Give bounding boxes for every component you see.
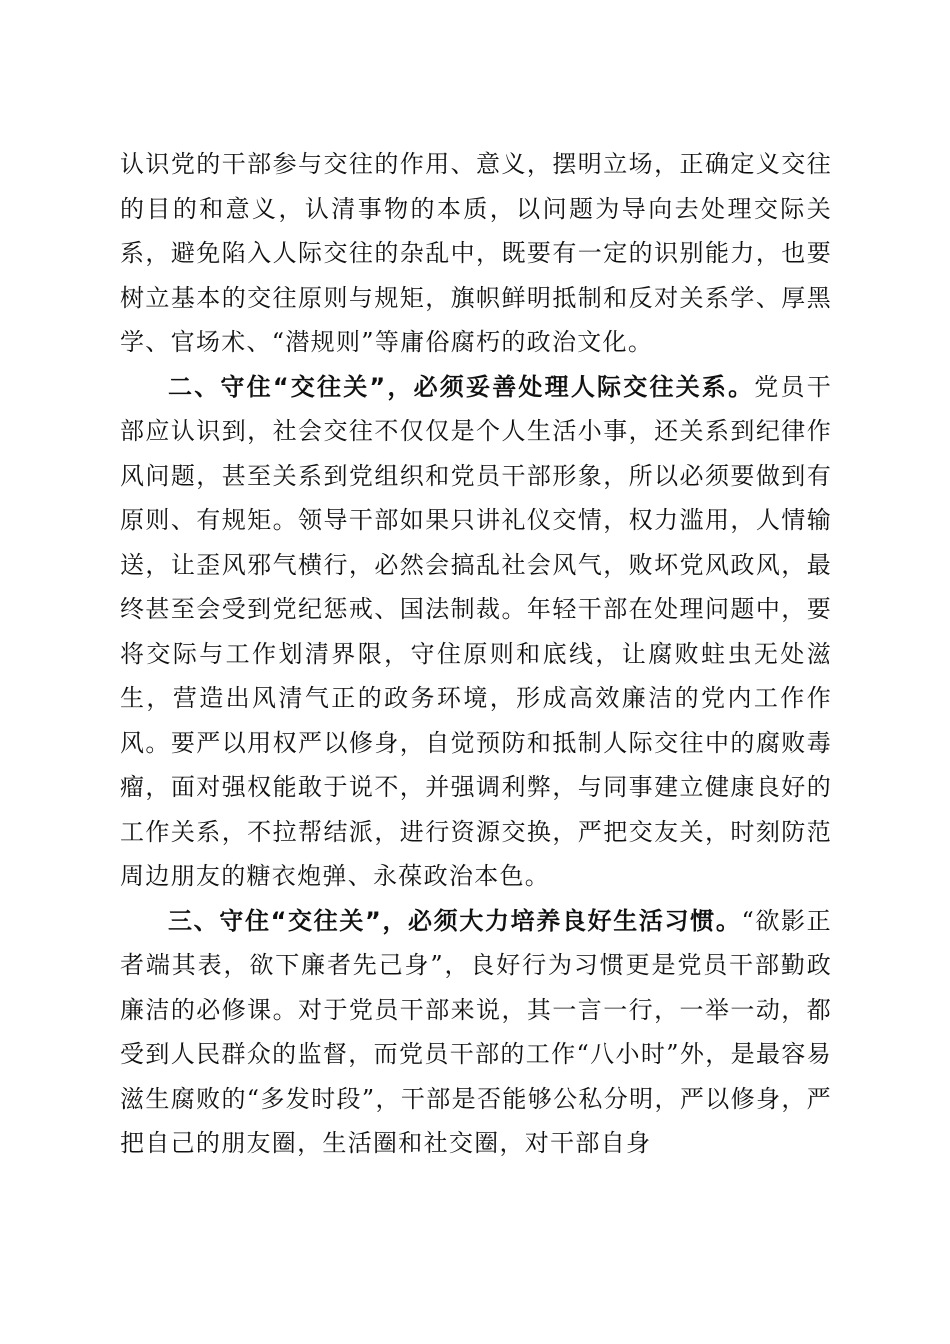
document-body [120, 142, 832, 1166]
paragraph-2-text: 党员干部应认识到，社会交往不仅仅是个人生活小事，还关系到纪律作风问题，甚至关系到党组织和党员干部形象，所以必须要做到有原则、有规矩。领导干部如果只讲礼仪交情，权力滥用，人情输送，让歪风邪气横行，必然会搞乱社会风气，败坏党风政风，最终甚至会受到党纪惩戒、国法制裁。年轻干部在处理问题中，要将交际与工作划清界限，守住原则和底线，让腐败蛀虫无处滋生，营造出风清气正的政务环境，形成高效廉洁的党内工作作风。要严以用权严以修身，自觉预防和抵制人际交往中的腐败毒瘤，面对强权能敢于说不，并强调利弊，与同事建立健康良好的工作关系，不拉帮结派，进行资源交换，严把交友关，时刻防范周边朋友的糖衣炮弹、永葆政治本色。 [120, 372, 832, 890]
paragraph-3 [120, 899, 832, 1166]
paragraph-2-heading: 二、守住“交往关”，必须妥善处理人际交往关系。 [168, 372, 755, 401]
paragraph-1 [120, 142, 832, 365]
paragraph-2 [120, 365, 832, 899]
paragraph-3-text: “欲影正者端其表，欲下廉者先己身”，良好行为习惯更是党员干部勤政廉洁的必修课。对于党员干部来说，其一言一行，一举一动，都受到人民群众的监督，而党员干部的工作“八小时”外，是最容易滋生腐败的“多发时段”，干部是否能够公私分明，严以修身，严把自己的朋友圈，生活圈和社交圈，对干部自身 [120, 906, 832, 1157]
paragraph-1-text: 认识党的干部参与交往的作用、意义，摆明立场，正确定义交往的目的和意义，认清事物的本质，以问题为导向去处理交际关系，避免陷入人际交往的杂乱中，既要有一定的识别能力，也要树立基本的交往原则与规矩，旗帜鲜明抵制和反对关系学、厚黑学、官场术、“潜规则”等庸俗腐朽的政治文化。 [120, 150, 832, 356]
paragraph-3-heading: 三、守住“交往关”，必须大力培养良好生活习惯。 [168, 906, 742, 935]
